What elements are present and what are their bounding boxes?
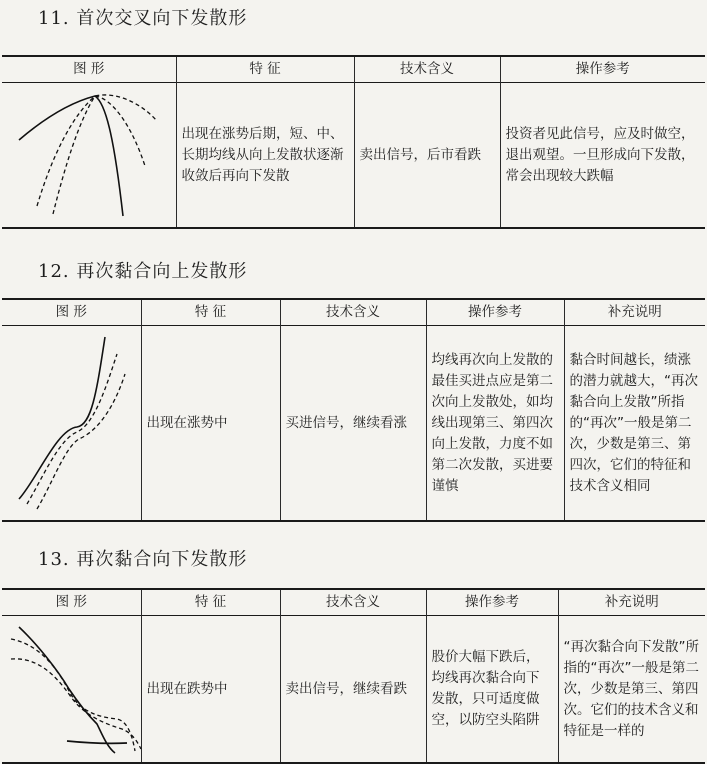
header-feature: 特 征: [141, 299, 280, 326]
cross-down-divergence-figure: [7, 86, 181, 224]
note-cell: “再次黏合向下发散”所指的“再次”一般是第二次，少数是第三、第四次。它们的技术含义和特征是一样的: [558, 616, 705, 764]
note-cell: 黏合时间越长，绩涨的潜力就越大，“再次黏合向上发散”所指的“再次”一般是第二次，少数是第三、第四次，它们的特征和技术含义相同: [564, 326, 705, 522]
section-title-12: 12. 再次黏合向上发散形: [38, 261, 248, 282]
pattern-figure: [2, 326, 141, 522]
header-operation: 操作参考: [500, 56, 705, 83]
header-note: 补充说明: [558, 589, 705, 616]
table-header-row: [2, 299, 705, 326]
table-header-row: [2, 56, 705, 83]
meaning-cell: 买进信号，继续看涨: [280, 326, 426, 522]
pattern-table-12: [2, 298, 705, 522]
section-title-11: 11. 首次交叉向下发散形: [38, 8, 248, 29]
feature-cell: 出现在涨势后期，短、中、长期均线从向上发散状逐渐收敛后再向下发散: [176, 83, 354, 229]
header-figure: 图 形: [2, 589, 141, 616]
meaning-cell: 卖出信号，继续看跌: [280, 616, 426, 764]
header-figure: 图 形: [2, 299, 141, 326]
header-meaning: 技术含义: [354, 56, 500, 83]
feature-cell: 出现在涨势中: [141, 326, 280, 522]
header-feature: 特 征: [141, 589, 280, 616]
header-operation: 操作参考: [426, 299, 564, 326]
header-operation: 操作参考: [426, 589, 558, 616]
pattern-figure: [2, 83, 176, 229]
table-header-row: [2, 589, 705, 616]
table-row: [2, 326, 705, 522]
operation-cell: 均线再次向上发散的最佳买进点应是第二次向上发散处，如均线出现第三、第四次向上发散，力度不如第二次发散，买进要谨慎: [426, 326, 564, 522]
header-note: 补充说明: [564, 299, 705, 326]
pattern-table-13: [2, 588, 705, 764]
feature-cell: 出现在跌势中: [141, 616, 280, 764]
operation-cell: 投资者见此信号，应及时做空，退出观望。一旦形成向下发散，常会出现较大跌幅: [500, 83, 705, 229]
header-figure: 图 形: [2, 56, 176, 83]
operation-cell: 股价大幅下跌后，均线再次黏合向下发散，只可适度做空，以防空头陷阱: [426, 616, 558, 764]
meaning-cell: 卖出信号，后市看跌: [354, 83, 500, 229]
table-row: [2, 616, 705, 764]
pattern-table-11: [2, 55, 705, 229]
header-feature: 特 征: [176, 56, 354, 83]
pattern-figure: [2, 616, 141, 764]
section-title-13: 13. 再次黏合向下发散形: [38, 549, 248, 570]
rebond-down-divergence-figure: [7, 619, 146, 759]
header-meaning: 技术含义: [280, 299, 426, 326]
rebond-up-divergence-figure: [7, 329, 146, 517]
table-row: [2, 83, 705, 229]
header-meaning: 技术含义: [280, 589, 426, 616]
